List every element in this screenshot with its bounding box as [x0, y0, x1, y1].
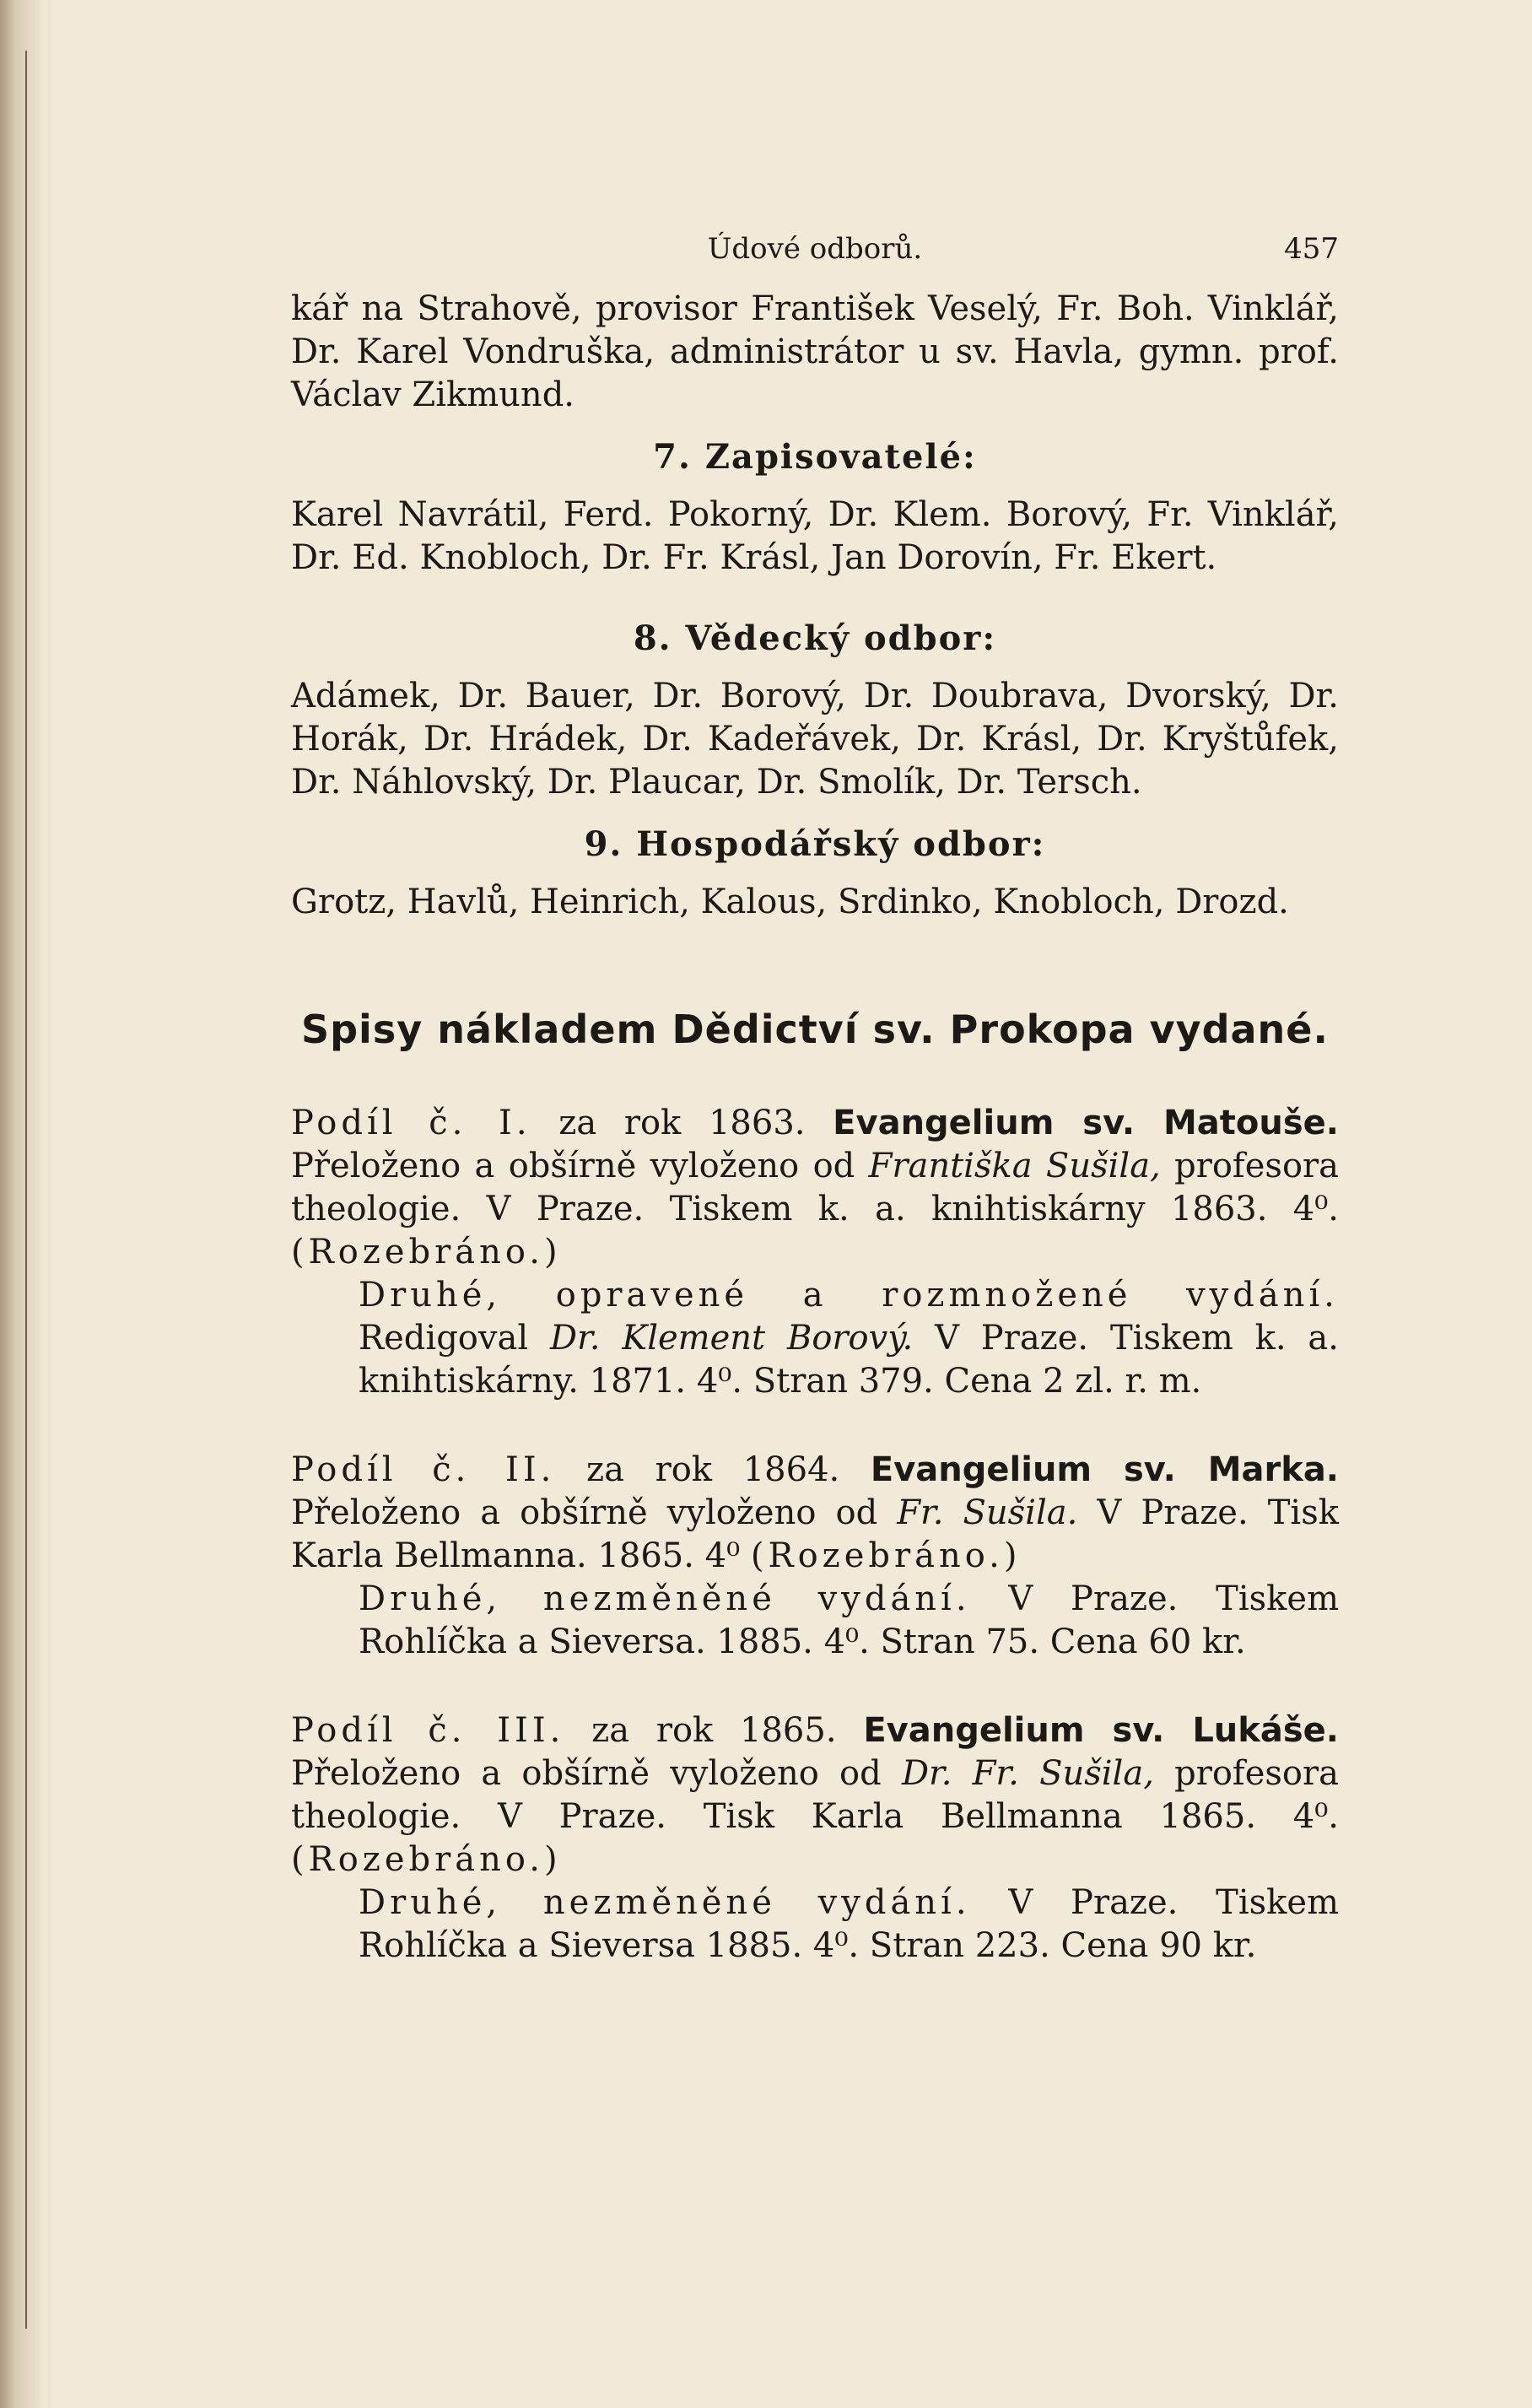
entry-status: (Rozebráno.) [291, 1233, 562, 1271]
entry-second-edition [291, 1578, 1339, 1664]
entry-text-a: Přeloženo a obšírně vyloženo od [291, 1493, 878, 1532]
entry-author: Františka Sušila, [868, 1147, 1161, 1185]
entry-title: Evangelium sv. Matouše. [833, 1104, 1339, 1142]
second-edition-text-a: Redigoval [359, 1319, 529, 1358]
entry-status: (Rozebráno.) [291, 1840, 562, 1879]
entry-second-edition [291, 1882, 1339, 1968]
section-text-8: Adámek, Dr. Bauer, Dr. Borový, Dr. Doubrava, Dvorský, Dr. Horák, Dr. Hrádek, Dr. Kadeřávek, Dr. Krásl, Dr. Kryštůfek, Dr. Náhlovský, Dr. Plaucar, Dr. Smolík, Dr. Tersch. [291, 677, 1339, 802]
second-edition-label: Druhé, nezměněné vydání. [359, 1579, 971, 1618]
entry-status: (Rozebráno.) [750, 1536, 1022, 1575]
book-spine-shadow [0, 0, 40, 2408]
publication-entry-3 [291, 1709, 1339, 1968]
entry-year: za rok 1865. [591, 1711, 837, 1750]
second-edition-text-b: V Praze. Tiskem Rohlíčka a Sieversa. 1885. 4⁰. Stran 75. Cena 60 kr. [359, 1579, 1340, 1661]
intro-paragraph: kář na Strahově, provisor František Veselý, Fr. Boh. Vinklář, Dr. Karel Vondruška, administrátor u sv. Havla, gymn. prof. Václav Zikmund. [291, 289, 1339, 414]
section-heading-7: 7. Zapisovatelé: [653, 437, 977, 477]
entry-text-a: Přeloženo a obšírně vyloženo od [291, 1147, 855, 1185]
second-edition-text-b: V Praze. Tiskem Rohlíčka a Sieversa 1885. 4⁰. Stran 223. Cena 90 kr. [359, 1883, 1340, 1965]
entry-main [291, 1709, 1339, 1882]
section-heading-9: 9. Hospodářský odbor: [584, 824, 1046, 864]
entry-text-b: V Praze. Tisk Karla Bellmanna. 1865. 4⁰ [291, 1493, 1339, 1575]
page-content [291, 228, 1339, 2013]
section-text-9: Grotz, Havlů, Heinrich, Kalous, Srdinko, Knobloch, Drozd. [291, 883, 1289, 921]
entry-second-edition [291, 1274, 1339, 1403]
second-edition-label: Druhé, opravené a rozmnožené vydání. [359, 1276, 1339, 1315]
publication-entry-1 [291, 1102, 1339, 1403]
entry-label: Podíl č. III. [291, 1711, 565, 1750]
section-heading-8: 8. Vědecký odbor: [633, 618, 997, 658]
second-edition-label: Druhé, nezměněné vydání. [359, 1883, 971, 1922]
entry-text-b: profesora theologie. V Praze. Tiskem k. a. knihtiskárny 1863. 4⁰. [291, 1147, 1339, 1228]
entry-label: Podíl č. I. [291, 1104, 531, 1142]
entry-author: Fr. Sušila. [897, 1493, 1078, 1532]
second-edition-editor: Dr. Klement Borový. [549, 1319, 914, 1358]
publication-entry-2 [291, 1449, 1339, 1664]
book-page [51, 0, 1532, 2408]
entry-author: Dr. Fr. Sušila, [901, 1754, 1154, 1793]
page-number: 457 [1284, 232, 1339, 266]
spine-edge-line [25, 51, 27, 2329]
running-header [291, 228, 1339, 271]
entry-title: Evangelium sv. Marka. [870, 1450, 1339, 1489]
entry-main [291, 1449, 1339, 1578]
entry-text-b: profesora theologie. V Praze. Tisk Karla Bellmanna 1865. 4⁰. [291, 1754, 1339, 1836]
entry-title: Evangelium sv. Lukáše. [863, 1711, 1340, 1750]
entry-text-a: Přeloženo a obšírně vyloženo od [291, 1754, 882, 1793]
entry-main [291, 1102, 1339, 1274]
running-header-title: Údové odborů. [707, 232, 923, 266]
entry-year: za rok 1864. [586, 1450, 840, 1489]
second-edition-text-b: V Praze. Tiskem k. a. knihtiskárny. 1871. 4⁰. Stran 379. Cena 2 zl. r. m. [359, 1319, 1339, 1401]
entry-label: Podíl č. II. [291, 1450, 556, 1489]
section-text-7: Karel Navrátil, Ferd. Pokorný, Dr. Klem. Borový, Fr. Vinklář, Dr. Ed. Knobloch, Dr. Fr. Krásl, Jan Dorovín, Fr. Ekert. [291, 495, 1339, 577]
publications-title: Spisy nákladem Dědictví sv. Prokopa vydané. [301, 1007, 1329, 1052]
entry-year: za rok 1863. [558, 1104, 806, 1142]
